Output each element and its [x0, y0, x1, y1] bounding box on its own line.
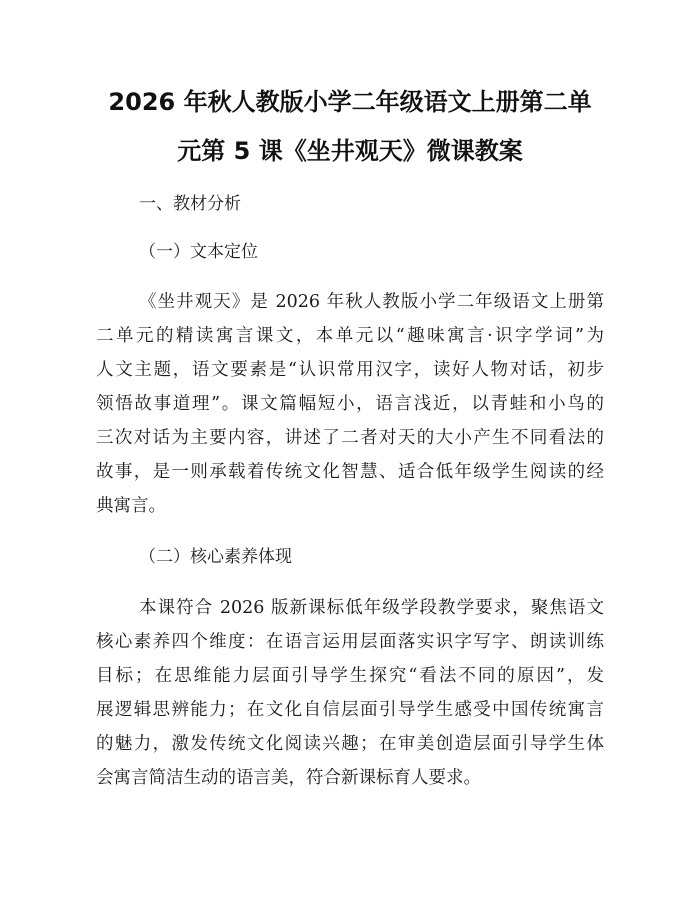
paragraph-line: 领悟故事道理”。课文篇幅短小，语言浅近，以青蛙和小鸟的: [96, 394, 604, 414]
subsection-heading-core-literacy: （二）核心素养体现: [139, 547, 292, 567]
paragraph-line: 目标；在思维能力层面引导学生探究“看法不同的原因”，发: [96, 666, 604, 686]
subsection-heading-text-positioning: （一）文本定位: [139, 242, 258, 262]
section-heading-analysis: 一、教材分析: [139, 194, 241, 214]
paragraph-line: 典寓言。: [96, 496, 166, 516]
paragraph-line: 三次对话为主要内容，讲述了二者对天的大小产生不同看法的: [96, 428, 604, 448]
paragraph-line: 会寓言简洁生动的语言美，符合新课标育人要求。: [96, 768, 481, 788]
paragraph-line: 本课符合 2026 版新课标低年级学段教学要求，聚焦语文: [139, 598, 604, 618]
paragraph-line: 《坐井观天》是 2026 年秋人教版小学二年级语文上册第: [139, 292, 604, 312]
paragraph-line: 二单元的精读寓言课文，本单元以“趣味寓言·识字学词”为: [96, 326, 604, 346]
paragraph-line: 核心素养四个维度：在语言运用层面落实识字写字、朗读训练: [96, 632, 604, 652]
paragraph-line: 人文主题，语文要素是“认识常用汉字，读好人物对话，初步: [96, 360, 604, 380]
paragraph-line: 的魅力，激发传统文化阅读兴趣；在审美创造层面引导学生体: [96, 734, 604, 754]
document-title-line-1: 2026 年秋人教版小学二年级语文上册第二单: [108, 88, 592, 116]
paragraph-line: 展逻辑思辨能力；在文化自信层面引导学生感受中国传统寓言: [96, 700, 604, 720]
document-title-line-2: 元第 5 课《坐井观天》微课教案: [177, 137, 523, 165]
paragraph-line: 故事，是一则承载着传统文化智慧、适合低年级学生阅读的经: [96, 462, 604, 482]
